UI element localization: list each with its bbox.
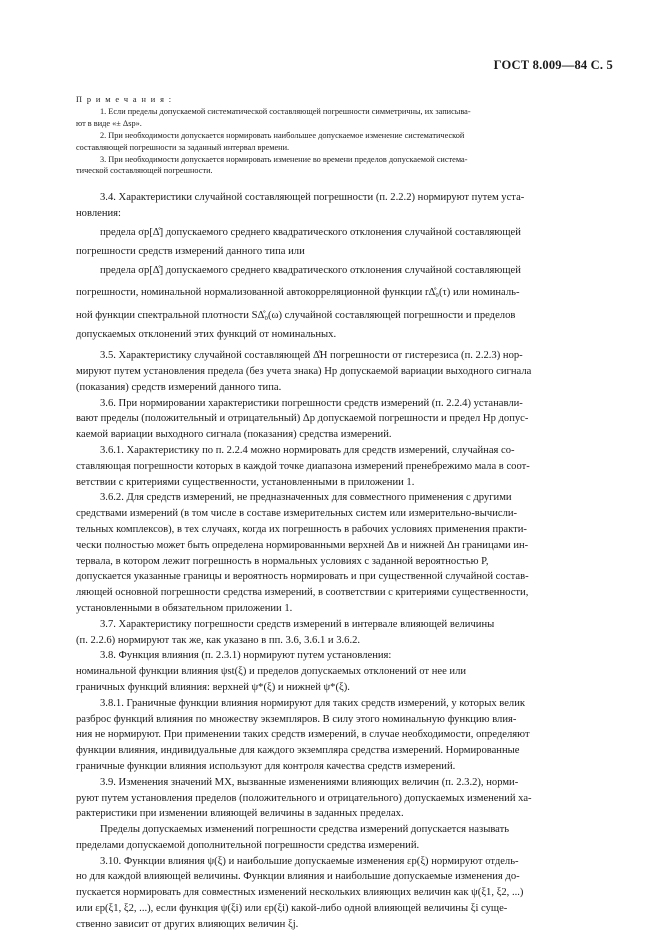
paragraph-line: тельных комплексов), в тех случаях, когда их погрешность в рабочих условиях применения практи-: [76, 523, 527, 535]
paragraph-line: пускается нормировать для совместных изменений нескольких влияющих величин как ψ(ξ1, ξ2, ...): [76, 887, 524, 899]
paragraph-line: граничные функции влияния используют для контроля качества средств измерений.: [76, 760, 456, 772]
paragraph-line: погрешности средств измерений данного типа или: [76, 246, 305, 258]
paragraph-line: 3.10. Функции влияния ψ(ξ) и наибольшие допускаемые изменения εp(ξ) нормируют отдель-: [100, 855, 519, 867]
paragraph-line: чески полностью может быть определена нормированными верхней Δв и нижней Δн границами ин-: [76, 539, 529, 551]
paragraph-line: ляющей основной погрешности средства измерений, в соответствии с критериями существенности,: [76, 587, 529, 599]
notes-title: П р и м е ч а н и я :: [76, 95, 173, 104]
paragraph-line: руют путем установления пределов (положительного и отрицательного) допускаемых изменений ха-: [76, 792, 532, 804]
paragraph-line: допускается указанные границы и вероятность нормировать и при существенной случайной состав-: [76, 571, 529, 583]
paragraph-line: тервала, в котором лежит погрешность в нормальных условиях с заданной вероятностью P,: [76, 555, 489, 567]
paragraph-line: 3.5. Характеристику случайной составляющей Δ̊H погрешности от гистерезиса (п. 2.2.3) нор-: [100, 350, 523, 362]
paragraph-line: 3.4. Характеристики случайной составляющей погрешности (п. 2.2.2) нормируют путем уста-: [100, 192, 525, 203]
paragraph-line: 3.6. При нормировании характеристики погрешности средств измерений (п. 2.2.4) устанавли-: [100, 397, 523, 409]
paragraph-line: допускаемых отклонений этих функций от номинальных.: [76, 329, 337, 341]
paragraph-line: ставляющая погрешности которых в каждой точке диапазона измерений пренебрежимо мала в соот-: [76, 460, 530, 472]
note-line: 3. При необходимости допускается нормировать изменение во времени пределов допускаемой система-: [100, 154, 468, 164]
paragraph-line: каемой вариации выходного сигнала (показания) средства измерений.: [76, 429, 392, 441]
paragraph-line: (п. 2.2.6) нормируют так же, как указано в пп. 3.6, 3.6.1 и 3.6.2.: [76, 634, 361, 646]
paragraph-line: 3.9. Изменения значений МХ, вызванные изменениями влияющих величин (п. 2.3.2), норми-: [100, 776, 519, 788]
paragraph-line: ной функции спектральной плотности SΔ̊₀(ω) случайной составляющей погрешности и пределов: [76, 309, 516, 321]
paragraph-line: разброс функций влияния по множеству экземпляров. В силу этого номинальную функцию влия-: [76, 713, 517, 725]
paragraph-line: рактеристики при изменении влияющей величины в заданных пределах.: [76, 808, 404, 820]
paragraph-line: или εp(ξ1, ξ2, ...), если функция ψ(ξi) или εp(ξi) какой-либо одной влияющей величины ξi суще-: [76, 903, 508, 915]
notes-block: [76, 94, 610, 177]
paragraph-line: 3.6.2. Для средств измерений, не предназначенных для совместного применения с другими: [100, 492, 512, 504]
paragraph-line: 3.6.1. Характеристику по п. 2.2.4 можно нормировать для средств измерений, случайная со-: [100, 444, 515, 456]
paragraph-line: мируют путем установления предела (без учета знака) Hp допускаемой вариации выходного сигнала: [76, 365, 532, 377]
note-line: 1. Если пределы допускаемой систематической составляющей погрешности симметричны, их записыва-: [100, 106, 471, 116]
note-line: ют в виде «± Δsp».: [76, 118, 142, 128]
paragraph-line: вают пределы (положительный и отрицательный) Δp допускаемой погрешности и предел Hp допус-: [76, 413, 529, 425]
paragraph-line: 3.8. Функция влияния (п. 2.3.1) нормируют путем установления:: [100, 650, 392, 662]
paragraph-line: ветствии с критериями существенности, установленными в приложении 1.: [76, 476, 415, 488]
paragraph-line: номинальной функции влияния ψst(ξ) и пределов допускаемых отклонений от нее или: [76, 666, 467, 678]
page-header: ГОСТ 8.009—84 С. 5: [493, 58, 613, 72]
paragraph-line: Пределы допускаемых изменений погрешности средства измерений допускается называть: [100, 824, 510, 836]
paragraph-line: погрешности, номинальной нормализованной автокорреляционной функции rΔ̊₀(τ) или номиналь-: [76, 287, 520, 299]
paragraph-line: пределами допускаемой дополнительной погрешности средства измерений.: [76, 839, 420, 851]
note-line: тической составляющей погрешности.: [76, 166, 213, 176]
paragraph-line: предела σp[Δ̊] допускаемого среднего квадратического отклонения случайной составляющей: [100, 226, 521, 238]
paragraph-line: (показания) средств измерений данного типа.: [76, 381, 282, 393]
paragraph-line: 3.8.1. Граничные функции влияния нормируют для таких средств измерений, у которых велик: [100, 697, 526, 709]
paragraph-line: функции влияния, индивидуальные для каждого экземпляра средства измерений. Нормированные: [76, 745, 520, 757]
paragraph-line: граничных функций влияния: верхней ψ*(ξ) и нижней ψ*(ξ).: [76, 681, 350, 693]
paragraph-line: 3.7. Характеристику погрешности средств измерений в интервале влияющей величины: [100, 618, 495, 630]
paragraph-line: ственно зависит от других влияющих величин ξj.: [76, 918, 299, 930]
paragraph-line: средствами измерений (в том числе в составе измерительных систем или измерительно-вычисли-: [76, 508, 518, 520]
paragraph-line: но для каждой влияющей величины. Функции влияния и наибольшие допускаемые изменения до-: [76, 871, 520, 883]
note-line: 2. При необходимости допускается нормировать наибольшее допускаемое изменение систематической: [100, 130, 465, 140]
paragraph-line: установленными в обязательном приложении 1.: [76, 602, 293, 614]
paragraph-line: предела σp[Δ̊] допускаемого среднего квадратического отклонения случайной составляющей: [100, 264, 521, 276]
paragraph-line: новления:: [76, 207, 121, 219]
main-text: [76, 190, 610, 933]
paragraph-line: ния не нормируют. При применении таких средств измерений, в случае необходимости, определяют: [76, 729, 530, 741]
note-line: составляющей погрешности за заданный интервал времени.: [76, 142, 290, 152]
